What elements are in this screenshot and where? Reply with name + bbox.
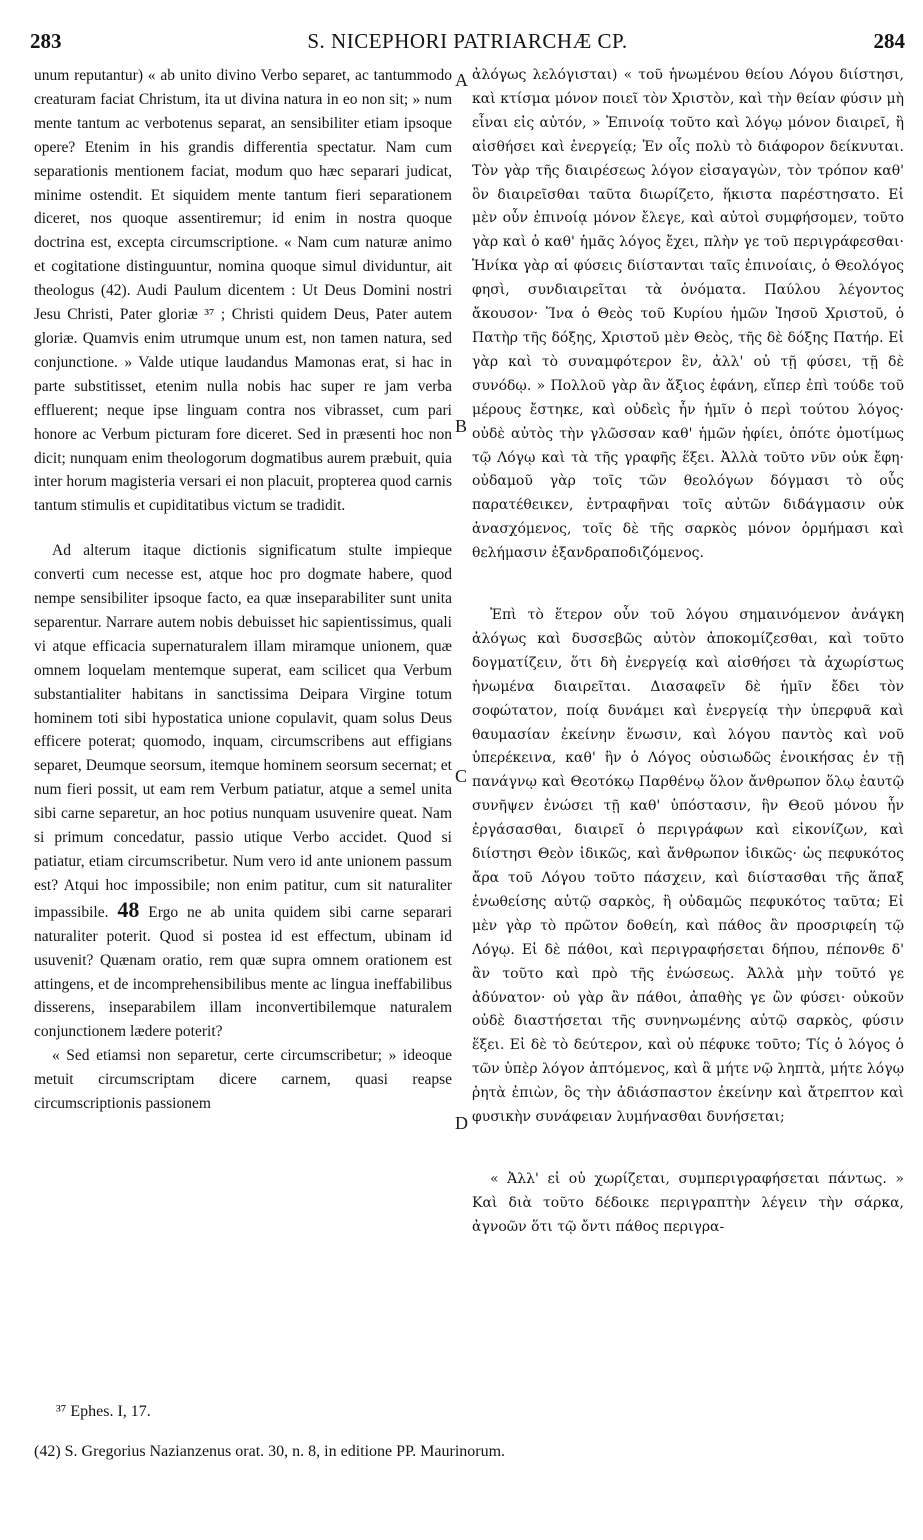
latin-column xyxy=(34,64,452,1116)
greek-paragraph-2: Ἐπὶ τὸ ἕτερον οὖν τοῦ λόγου σημαινόμενον ἀνάγκη ἀλόγως καὶ δυσσεβῶς αὐτὸν ἀποκομίζεσθαι, καὶ τοῦτο δογματίζειν, ὅτι δὴ ἐνεργείᾳ καὶ αἰσθήσει τὰ ἀχωρίστως ἡνωμένα διαιρεῖται. Διασαφεῖν δὲ ἡμῖν ἔδει τὸν σοφώτατον, ποίᾳ δυνάμει καὶ ἐνεργείᾳ τὴν ὑπερφυᾶ καὶ θαυμασίαν ἐκείνην ἕνωσιν, καὶ λόγου παντὸς καὶ νοῦ ὑπερέκεινα, καθ' ἣν ὁ Λόγος οὐσιωδῶς ἐνοικήσας ἐν τῇ πανάγνῳ καὶ Θεοτόκῳ Παρθένῳ ὅλον ἄνθρωπον ὅλῳ ἑαυτῷ συνῆψεν ἑνώσει τῇ καθ' ὑπόστασιν, ἣν Θεοῦ μόνου ἦν ἐργάσασθαι, διαιρεῖ ὁ περιγράφων καὶ εἰκονίζων, καὶ διίστησι Θεὸν ἰδικῶς, καὶ ἄνθρωπον ἰδικῶς· ὡς πεφυκότος ἄρα τοῦ Λόγου τοῦτο πάσχειν, καὶ διίστασθαι τῆς ἅπαξ ἑνωθείσης αὐτῷ σαρκὸς, ἢ οὐδαμῶς πεφυκότος ταῦτα; Εἰ μὲν γὰρ τὸ πρῶτον δοθείη, καὶ πάθος ἂν προσριφείη τῷ Λόγῳ. Εἰ δὲ πάθοι, καὶ περιγραφήσεται δήπου, πέπονθε δ' ἂν τοῦτο καὶ πρὸ τῆς ἑνώσεως. Ἀλλὰ μὴν τοῦτό γε ἀδύνατον· οὐ γὰρ ἂν πάθοι, ἀπαθὴς γε ὢν φύσει· οὐκοῦν οὐδὲ διαστήσεται τῆς συνηνωμένης αὐτῷ σαρκὸς, φύσιν ἕξει. Εἰ δὲ τὸ δεύτερον, καὶ οὐ πέφυκε τοῦτο; Τίς ὁ λόγος ὁ τῶν ὑπὲρ λόγον ἀπτόμενος, καὶ ἃ μήτε νῷ ληπτὰ, μήτε λόγῳ ῥητὰ ἐπιὼν, ὃς τὴν ἀδιάσπαστον ἐκείνην καὶ ἄτρεπτον καὶ φυσικὴν συνάφειαν λυμήνασθαι δυνήσεται; xyxy=(472,607,904,1126)
running-title: S. NICEPHORI PATRIARCHÆ CP. xyxy=(307,29,628,53)
margin-mark-a: A xyxy=(455,70,468,90)
page-header xyxy=(30,26,905,56)
margin-mark-b: B xyxy=(455,416,468,436)
page-number-left: 283 xyxy=(30,29,62,53)
margin-mark-d: D xyxy=(455,1113,468,1133)
footnote-42: (42) S. Gregorius Nazianzenus orat. 30, n. 8, in editione PP. Maurinorum. xyxy=(34,1443,506,1460)
latin-paragraph-2 xyxy=(34,539,452,1044)
greek-column xyxy=(472,64,904,1240)
footnote-37: ³⁷ Ephes. I, 17. xyxy=(56,1403,151,1420)
column-marker-48: 48 xyxy=(117,896,140,922)
greek-paragraph-3: « Ἀλλ' εἰ οὐ χωρίζεται, συμπεριγραφήσεται πάντως. » Καὶ διὰ τοῦτο δέδοικε περιγραπτὴν λέγειν τὴν σάρκα, ἀγνοῶν ὅτι τῷ ὄντι πάθος περιγρα- xyxy=(472,1170,904,1235)
margin-mark-c: C xyxy=(455,766,468,786)
latin-paragraph-1: unum reputantur) « ab unito divino Verbo separet, ac tantummodo creaturam faciat Christum, ita ut divina natura in eo non sit; » num mente tantum ac verbotenus separat, an sensibiliter etiam ipsoque opere? Etenim in his grandis differentia spectatur. Nam cum separationis mentionem faciat, modum quo hæc separari judicat, minime ostendit. Et siquidem mente tantum fieri separationem diceret, nos quoque assentiremur; id enim in nostra quoque doctrina est, excepta circumscriptione. « Nam cum naturæ animo et cogitatione distinguuntur, nomina quoque simul dividuntur, ait theologus (42). Audi Paulum dicentem : Ut Deus Domini nostri Jesu Christi, Pater gloriæ ³⁷ ; Christi quidem Deus, Pater autem gloriæ. Quamvis enim utrumque unum est, non tamen natura, sed conjunctione. » Valde utique laudandus Mamonas erat, si hac in parte substitisset, etenim nulla nobis hac super re jam verba effluerent; neque ipse linguam contra nos vibrasset, cum pari honore ac Verbum picturam fore diceret. Sed in præsenti hoc non dicit; nunquam enim theologorum dogmatibus aurem præbuit, quia inter horum magisteria versari ei non placuit, propterea quod carnis tantum stimulis et cupiditatibus victum se tradidit. xyxy=(34,67,452,515)
latin-paragraph-2-text: Ad alterum itaque dictionis significatum stulte impieque converti cum necesse est, atque hoc pro dogmate habere, quod nempe sensibiliter ipsoque facto, ea quæ inseparabiliter sunt unita separentur. Narrare autem nobis debuisset hic sapientissimus, quali vi atque efficacia supernaturalem illam miramque unionem, quæ omnem loquelam mentemque superat, eam scilicet qua Verbum substantialiter habitans in sanctissima Deipara Virgine totum hominem toti sibi hypostatica unione copulavit, quam solus Deus efficere poterat; quomodo, inquam, circumscribens aut effigians separet, Deumque seorsum, itemque hominem seorsum secernat; et num fieri possit, ut eam rem Verbum patiatur, atque a semel unita sibi carne separetur, an hoc potius nunquam usuvenire queat. Nam si primum concedatur, passio utique Verbo accidet. Quod si patiatur, etiam circumscribetur. Num vero id ante unionem passum est? Atqui hoc impossibile; non enim patitur, cum sit naturaliter impassibile. xyxy=(34,542,452,921)
latin-paragraph-2-continued: Ergo ne ab unita quidem sibi carne separari naturaliter poterit. Quod si postea id est effectum, ubinam id usuvenit? Quænam oratio, rem quæ supra omnem orationem est attingens, et de incomprehensibilibus mente ac lingua ineffabilibus disserens, inseparabilem illam inconvertibilemque naturalem conjunctionem lædere poterit? xyxy=(34,903,453,1041)
greek-paragraph-1: ἀλόγως λελόγισται) « τοῦ ἡνωμένου θείου Λόγου διίστησι, καὶ κτίσμα μόνον ποιεῖ τὸν Χριστὸν, καὶ τὴν θείαν φύσιν μὴ εἶναι εἰς αὐτόν, » Ἐπινοίᾳ τοῦτο καὶ λόγῳ μόνον διαιρεῖ, ἢ αἰσθήσει καὶ ἐνεργείᾳ; Ἐν οἷς πολὺ τὸ διάφορον δείκνυται. Τὸν γὰρ τῆς διαιρέσεως λόγον εἰσαγαγὼν, τὸν τρόπον καθ' ὃν διαιρεῖσθαι ταῦτα διωρίζετο, ἥκιστα παρέστησατο. Εἰ μὲν οὖν ἐπινοίᾳ μόνον ἔλεγε, καὶ αὐτοὶ συμφήσομεν, τοῦτο γὰρ καὶ ὁ καθ' ἡμᾶς λόγος ἔχει, πλὴν γε τοῦ περιγράφεσθαι· Ἡνίκα γὰρ αἱ φύσεις διίστανται ταῖς ἐπινοίαις, ὁ Θεολόγος φησὶ, συνδιαιρεῖται τὰ ὀνόματα. Παύλου λέγοντος ἄκουσον· Ἵνα ὁ Θεὸς τοῦ Κυρίου ἡμῶν Ἰησοῦ Χριστοῦ, ὁ Πατὴρ τῆς δόξης, Χριστοῦ μὲν Θεὸς, τῆς δὲ δόξης Πατήρ. Εἰ γὰρ καὶ τὸ συναμφότερον ἓν, ἀλλ' οὐ τῇ φύσει, τῇ δὲ συνόδῳ. » Πολλοῦ γὰρ ἂν ἄξιος ἐφάνη, εἴπερ ἐπὶ τούδε τοῦ μέρους ἔστηκε, καὶ οὐδεὶς ἦν ἡμῖν ὁ περὶ τούτου λόγος· οὐδὲ αὐτὸς τὴν γλῶσσαν καθ' ἡμῶν ἠφίει, ὁπότε ὁμοτίμως τῷ Λόγῳ καὶ τὰ τῆς γραφῆς ἕξει. Ἀλλὰ τοῦτο νῦν οὐκ ἔφη· οὐδαμοῦ γὰρ τοῖς τῶν θεολόγων δόγμασι τὸ οὖς παρατέθεικεν, ἐντραφῆναι τοῖς αὐτῶν διδάγμασιν οὐκ ἀνασχόμενος, τοῖς δὲ τῆς σαρκὸς μόνον ὁρμήμασι καὶ θελήμασιν ἐξανδραποδιζόμενος. xyxy=(472,67,904,562)
page-number-right: 284 xyxy=(873,29,905,53)
latin-paragraph-3: « Sed etiamsi non separetur, certe circumscribetur; » ideoque metuit circumscriptam dicere carnem, quasi reapse circumscriptionis passionem xyxy=(34,1047,452,1113)
